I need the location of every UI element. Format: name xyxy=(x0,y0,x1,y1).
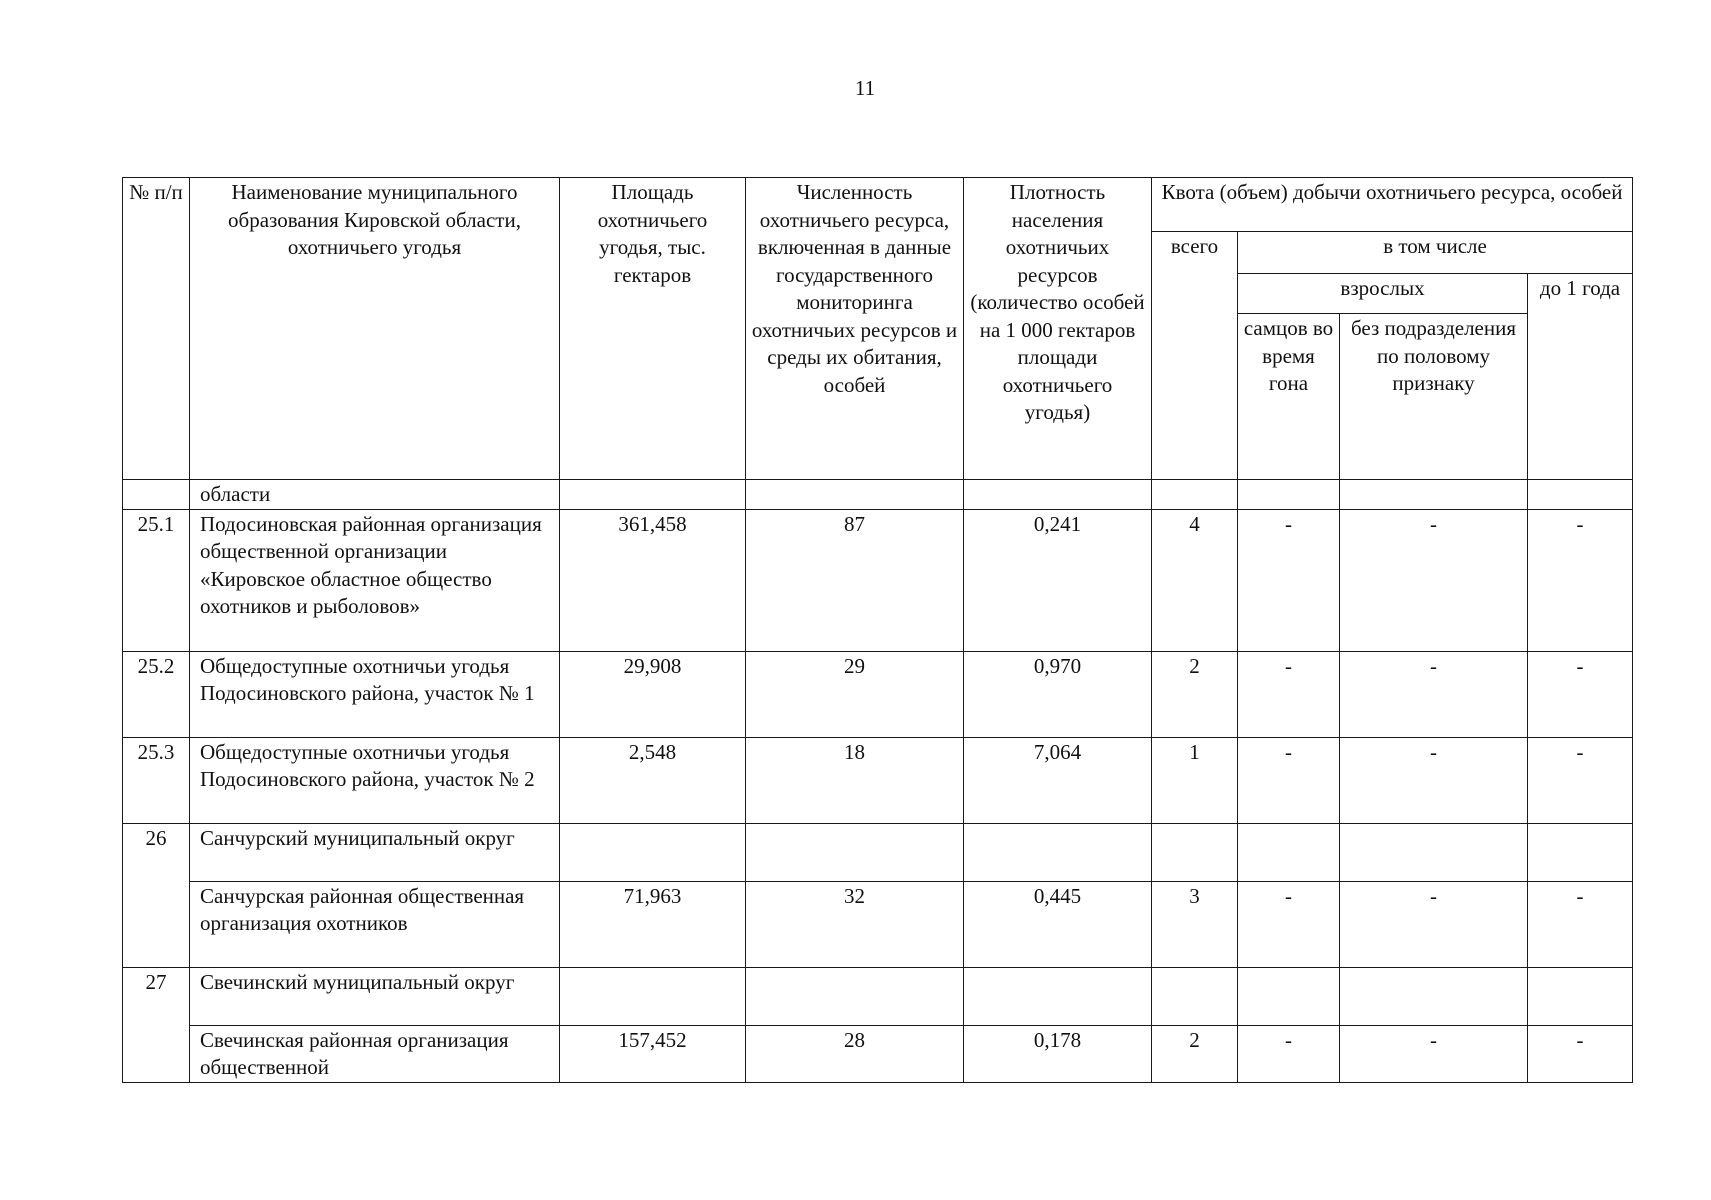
cell-area: 29,908 xyxy=(560,651,746,737)
header-under1: до 1 года xyxy=(1528,274,1633,480)
cell-area: 71,963 xyxy=(560,881,746,967)
cell-nosex: - xyxy=(1340,651,1528,737)
cell-count xyxy=(746,480,964,510)
cell-nosex xyxy=(1340,967,1528,1025)
cell-nosex: - xyxy=(1340,737,1528,823)
cell-density: 0,241 xyxy=(964,509,1152,651)
cell-num: 26 xyxy=(123,823,190,967)
cell-total xyxy=(1152,823,1238,881)
cell-name: Общедоступные охотничьи угодья Подосиновского района, участок № 2 xyxy=(190,737,560,823)
cell-name: Санчурский муниципальный округ xyxy=(190,823,560,881)
table-row xyxy=(123,480,1633,510)
cell-area xyxy=(560,967,746,1025)
cell-under1 xyxy=(1528,480,1633,510)
table-row xyxy=(123,737,1633,823)
header-num: № п/п xyxy=(123,178,190,480)
cell-count xyxy=(746,967,964,1025)
cell-nosex: - xyxy=(1340,1025,1528,1082)
header-including: в том числе xyxy=(1238,232,1633,274)
cell-count: 28 xyxy=(746,1025,964,1082)
cell-name: Свечинская районная организация общественной xyxy=(190,1025,560,1082)
cell-males: - xyxy=(1238,509,1340,651)
cell-under1: - xyxy=(1528,1025,1633,1082)
cell-area: 2,548 xyxy=(560,737,746,823)
cell-under1: - xyxy=(1528,881,1633,967)
page-number: 11 xyxy=(854,76,876,100)
cell-name: Подосиновская районная организация общественной организации «Кировское областное общество охотников и рыболовов» xyxy=(190,509,560,651)
cell-num: 25.3 xyxy=(123,737,190,823)
cell-total: 1 xyxy=(1152,737,1238,823)
cell-area xyxy=(560,480,746,510)
cell-num: 27 xyxy=(123,967,190,1082)
cell-area: 157,452 xyxy=(560,1025,746,1082)
table-row xyxy=(123,823,1633,881)
cell-density xyxy=(964,823,1152,881)
cell-males: - xyxy=(1238,651,1340,737)
cell-under1 xyxy=(1528,967,1633,1025)
cell-name: Общедоступные охотничьи угодья Подосиновского района, участок № 1 xyxy=(190,651,560,737)
cell-num xyxy=(123,480,190,510)
cell-density: 0,445 xyxy=(964,881,1152,967)
cell-count: 18 xyxy=(746,737,964,823)
cell-count: 87 xyxy=(746,509,964,651)
header-total: всего xyxy=(1152,232,1238,480)
header-males: самцов во время гона xyxy=(1238,314,1340,480)
table-row xyxy=(123,967,1633,1025)
cell-nosex xyxy=(1340,823,1528,881)
header-name: Наименование муниципального образования Кировской области, охотничьего угодья xyxy=(190,178,560,480)
cell-total: 2 xyxy=(1152,1025,1238,1082)
cell-males: - xyxy=(1238,737,1340,823)
header-nosex: без подразделения по половому признаку xyxy=(1340,314,1528,480)
quota-table xyxy=(122,177,1633,1083)
cell-density: 0,970 xyxy=(964,651,1152,737)
header-count: Численность охотничьего ресурса, включенная в данные государственного мониторинга охотничьих ресурсов и среды их обитания, особей xyxy=(746,178,964,480)
cell-males xyxy=(1238,823,1340,881)
cell-total xyxy=(1152,480,1238,510)
cell-name: Свечинский муниципальный округ xyxy=(190,967,560,1025)
cell-area: 361,458 xyxy=(560,509,746,651)
header-row xyxy=(123,178,1633,232)
cell-name: области xyxy=(190,480,560,510)
cell-under1: - xyxy=(1528,651,1633,737)
table-row xyxy=(123,1025,1633,1082)
cell-nosex: - xyxy=(1340,509,1528,651)
cell-total xyxy=(1152,967,1238,1025)
cell-under1: - xyxy=(1528,737,1633,823)
table-row xyxy=(123,651,1633,737)
header-area: Площадь охотничьего угодья, тыс. гектаров xyxy=(560,178,746,480)
cell-density xyxy=(964,480,1152,510)
cell-total: 3 xyxy=(1152,881,1238,967)
cell-density xyxy=(964,967,1152,1025)
cell-males: - xyxy=(1238,1025,1340,1082)
header-density: Плотность населения охотничьих ресурсов (количество особей на 1 000 гектаров площади охотничьего угодья) xyxy=(964,178,1152,480)
cell-under1 xyxy=(1528,823,1633,881)
cell-density: 7,064 xyxy=(964,737,1152,823)
cell-males: - xyxy=(1238,881,1340,967)
cell-area xyxy=(560,823,746,881)
table-row xyxy=(123,509,1633,651)
cell-males xyxy=(1238,967,1340,1025)
cell-total: 4 xyxy=(1152,509,1238,651)
cell-num: 25.1 xyxy=(123,509,190,651)
cell-density: 0,178 xyxy=(964,1025,1152,1082)
cell-name: Санчурская районная общественная организация охотников xyxy=(190,881,560,967)
cell-count: 32 xyxy=(746,881,964,967)
cell-under1: - xyxy=(1528,509,1633,651)
cell-nosex xyxy=(1340,480,1528,510)
cell-males xyxy=(1238,480,1340,510)
header-quota: Квота (объем) добычи охотничьего ресурса, особей xyxy=(1152,178,1633,232)
table-row xyxy=(123,881,1633,967)
cell-total: 2 xyxy=(1152,651,1238,737)
cell-nosex: - xyxy=(1340,881,1528,967)
header-adults: взрослых xyxy=(1238,274,1528,314)
cell-count: 29 xyxy=(746,651,964,737)
cell-count xyxy=(746,823,964,881)
cell-num: 25.2 xyxy=(123,651,190,737)
